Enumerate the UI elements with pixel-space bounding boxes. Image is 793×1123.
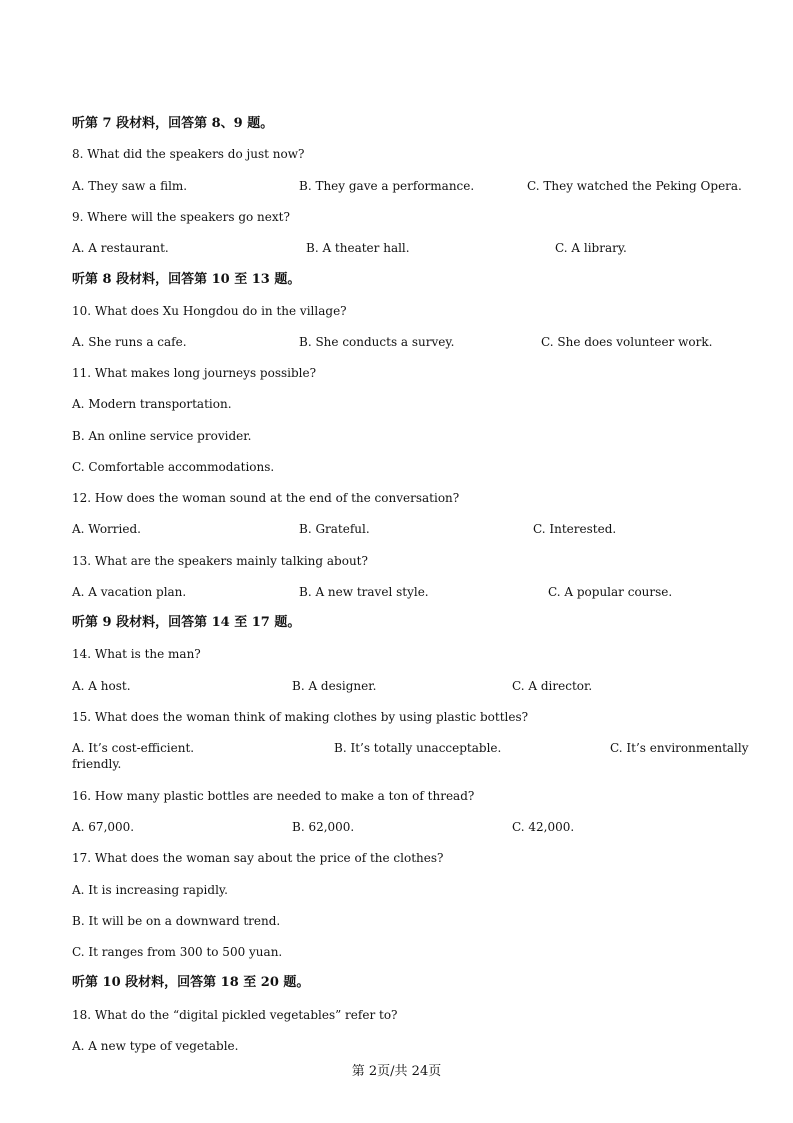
option-c: C. It ranges from 300 to 500 yuan. xyxy=(72,945,283,959)
page-footer: 第 2页/共 24页 xyxy=(351,1064,442,1079)
option-c: C. A library. xyxy=(555,241,627,255)
option-a: A. A new type of vegetable. xyxy=(72,1039,239,1053)
option-b: B. 62,000. xyxy=(292,820,355,834)
option-c: C. A director. xyxy=(512,679,593,693)
question-stem: 10. What does Xu Hongdou do in the village? xyxy=(72,304,347,318)
option-c: C. A popular course. xyxy=(548,585,673,599)
option-a: A. They saw a film. xyxy=(72,179,188,193)
option-a: A. It’s cost-efficient. xyxy=(72,741,195,755)
option-b: B. It will be on a downward trend. xyxy=(72,914,281,928)
section-heading: 听第 7 段材料，回答第 8、9 题。 xyxy=(72,116,274,131)
question-stem: 18. What do the “digital pickled vegetables” refer to? xyxy=(72,1008,398,1022)
question-stem: 14. What is the man? xyxy=(72,647,201,661)
question-stem: 11. What makes long journeys possible? xyxy=(72,366,317,380)
option-c: C. It’s environmentally xyxy=(610,741,749,755)
option-b: B. It’s totally unacceptable. xyxy=(334,741,502,755)
option-b: B. A designer. xyxy=(292,679,377,693)
option-b: B. An online service provider. xyxy=(72,429,252,443)
option-b: B. They gave a performance. xyxy=(299,179,475,193)
option-a: A. Modern transportation. xyxy=(72,397,232,411)
option-a: A. It is increasing rapidly. xyxy=(72,883,228,897)
section-heading: 听第 10 段材料，回答第 18 至 20 题。 xyxy=(72,975,310,990)
option-b: B. She conducts a survey. xyxy=(299,335,455,349)
section-heading: 听第 8 段材料，回答第 10 至 13 题。 xyxy=(72,272,301,287)
question-stem: 15. What does the woman think of making clothes by using plastic bottles? xyxy=(72,710,529,724)
option-a: A. A vacation plan. xyxy=(72,585,187,599)
option-a: A. She runs a cafe. xyxy=(72,335,187,349)
option-c: C. They watched the Peking Opera. xyxy=(527,179,742,193)
option-c: C. Interested. xyxy=(533,522,617,536)
option-c: C. Comfortable accommodations. xyxy=(72,460,275,474)
question-stem: 13. What are the speakers mainly talking about? xyxy=(72,554,368,568)
question-stem: 9. Where will the speakers go next? xyxy=(72,210,290,224)
option-c: C. She does volunteer work. xyxy=(541,335,713,349)
option-a: A. A host. xyxy=(72,679,131,693)
question-stem: 12. How does the woman sound at the end of the conversation? xyxy=(72,491,460,505)
option-a: A. Worried. xyxy=(72,522,141,536)
question-stem: 17. What does the woman say about the price of the clothes? xyxy=(72,851,444,865)
option-b: B. A theater hall. xyxy=(306,241,410,255)
section-heading: 听第 9 段材料，回答第 14 至 17 题。 xyxy=(72,615,301,630)
question-stem: 8. What did the speakers do just now? xyxy=(72,147,305,161)
option-a: A. A restaurant. xyxy=(72,241,169,255)
option-c: C. 42,000. xyxy=(512,820,575,834)
question-stem: 16. How many plastic bottles are needed to make a ton of thread? xyxy=(72,789,475,803)
option-b: B. A new travel style. xyxy=(299,585,429,599)
option-c-continuation: friendly. xyxy=(72,757,122,771)
option-a: A. 67,000. xyxy=(72,820,135,834)
option-b: B. Grateful. xyxy=(299,522,370,536)
